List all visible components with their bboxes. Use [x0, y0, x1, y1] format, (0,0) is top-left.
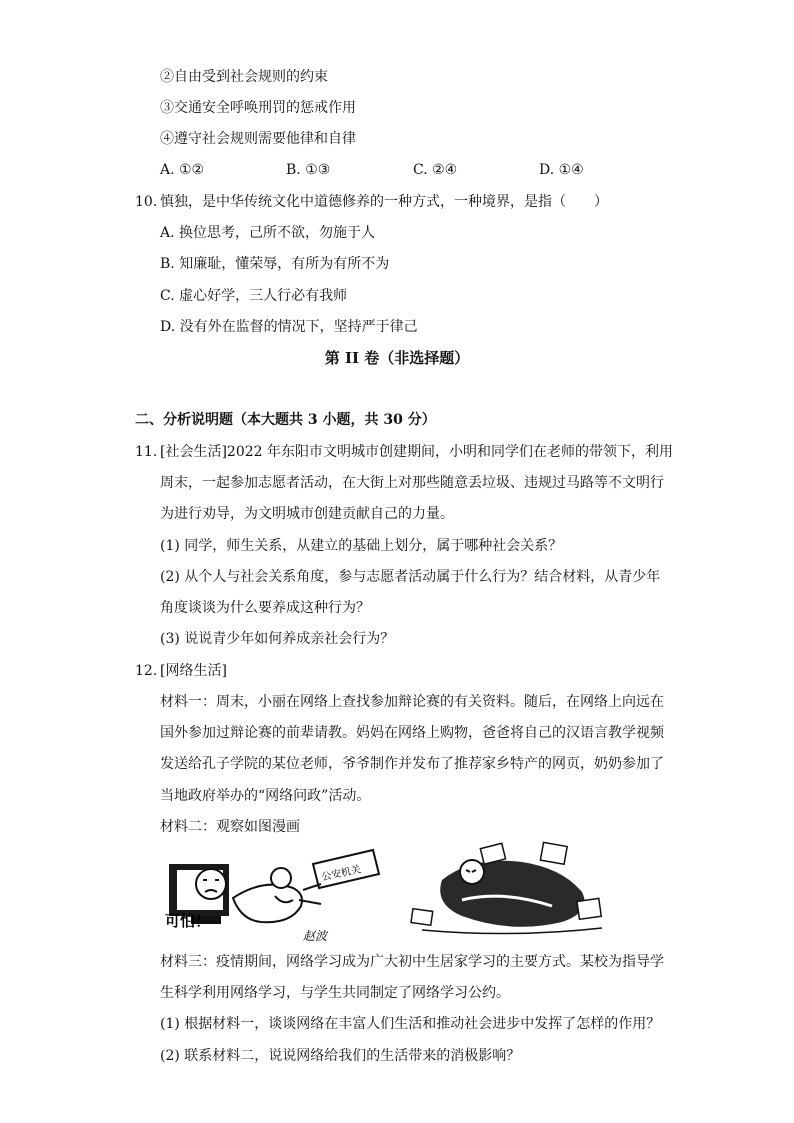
cartoon-signature: 赵波	[303, 929, 328, 943]
q9-option-a: A. ①②	[160, 162, 205, 178]
q9-option-b: B. ①③	[286, 162, 331, 178]
q12-number: 12.	[135, 663, 158, 679]
q10-option-b: B. 知廉耻，懂荣辱，有所为有所不为	[160, 256, 390, 272]
q12-material1-line-3: 发送给孔子学院的某位老师，爷爷制作并发布了推荐家乡特产的网页，奶奶参加了	[160, 756, 664, 772]
q12-material1-line-1: 材料一：周末，小丽在网络上查找参加辩论赛的有关资料。随后，在网络上向远在	[160, 694, 664, 710]
q11-sub-2a: (2) 从个人与社会关系角度，参与志愿者活动属于什么行为？结合材料，从青少年	[160, 569, 661, 585]
q12-sub-1: (1) 根据材料一，谈谈网络在丰富人们生活和推动社会进步中发挥了怎样的作用？	[160, 1016, 661, 1032]
cartoon-left	[163, 846, 385, 946]
q12-material3-line-2: 生科学利用网络学习，与学生共同制定了网络学习公约。	[160, 985, 510, 1001]
q11-number: 11.	[135, 444, 158, 460]
q11-line-1: [社会生活]2022 年东阳市文明城市创建期间，小明和同学们在老师的带领下，利用	[160, 444, 674, 460]
q11-sub-3: (3) 说说青少年如何养成亲社会行为？	[160, 631, 395, 647]
q11-line-2: 周末，一起参加志愿者活动，在大街上对那些随意丢垃圾、违规过马路等不文明行	[160, 475, 664, 491]
part2-title: 第 II 卷（非选择题）	[324, 349, 470, 367]
q11-line-3: 为进行劝导，为文明城市创建贡献自己的力量。	[160, 506, 454, 522]
cartoon-right	[402, 840, 614, 940]
q9-statement-4: ④遵守社会规则需要他律和自律	[160, 131, 356, 147]
q9-statement-2: ②自由受到社会规则的约束	[160, 69, 328, 85]
q10-number: 10.	[135, 194, 158, 210]
cartoon-left-drawing	[163, 846, 385, 946]
paper-sheet	[411, 909, 433, 926]
q9-option-c: C. ②④	[413, 162, 458, 178]
paper-sheet	[577, 898, 601, 919]
q10-option-d: D. 没有外在监督的情况下，坚持严于律己	[160, 319, 418, 335]
q12-material3-line-1: 材料三：疫情期间，网络学习成为广大初中生居家学习的主要方式。某校为指导学	[160, 954, 664, 970]
q10-option-a: A. 换位思考，己所不欲，勿施于人	[160, 225, 376, 241]
police-sign-text: 公安机关	[320, 864, 363, 884]
q12-sub-2: (2) 联系材料二，说说网络给我们的生活带来的消极影响？	[160, 1048, 521, 1064]
q12-material1-line-2: 国外参加过辩论赛的前辈请教。妈妈在网络上购物，爸爸将自己的汉语言教学视频	[160, 725, 664, 741]
q11-sub-2b: 角度谈谈为什么要养成这种行为？	[160, 600, 370, 616]
cartoon-caption: 可怕！	[165, 912, 211, 930]
scared-face	[196, 869, 226, 899]
q12-material2: 材料二：观察如图漫画	[160, 819, 300, 835]
q10-option-c: C. 虚心好学，三人行必有我师	[160, 288, 348, 304]
section2-heading: 二、分析说明题（本大题共 3 小题，共 30 分）	[135, 412, 436, 428]
q10-stem: 慎独，是中华传统文化中道德修养的一种方式，一种境界，是指（ ）	[160, 194, 608, 210]
q11-sub-1: (1) 同学，师生关系，从建立的基础上划分，属于哪种社会关系？	[160, 538, 563, 554]
q12-material1-line-4: 当地政府举办的“网络问政”活动。	[160, 788, 371, 804]
q9-statement-3: ③交通安全呼唤刑罚的惩戒作用	[160, 100, 356, 116]
q12-tag: [网络生活]	[160, 663, 227, 679]
paper-sheet	[540, 842, 567, 864]
cartoon-right-drawing	[402, 840, 614, 940]
q9-option-d: D. ①④	[539, 162, 584, 178]
